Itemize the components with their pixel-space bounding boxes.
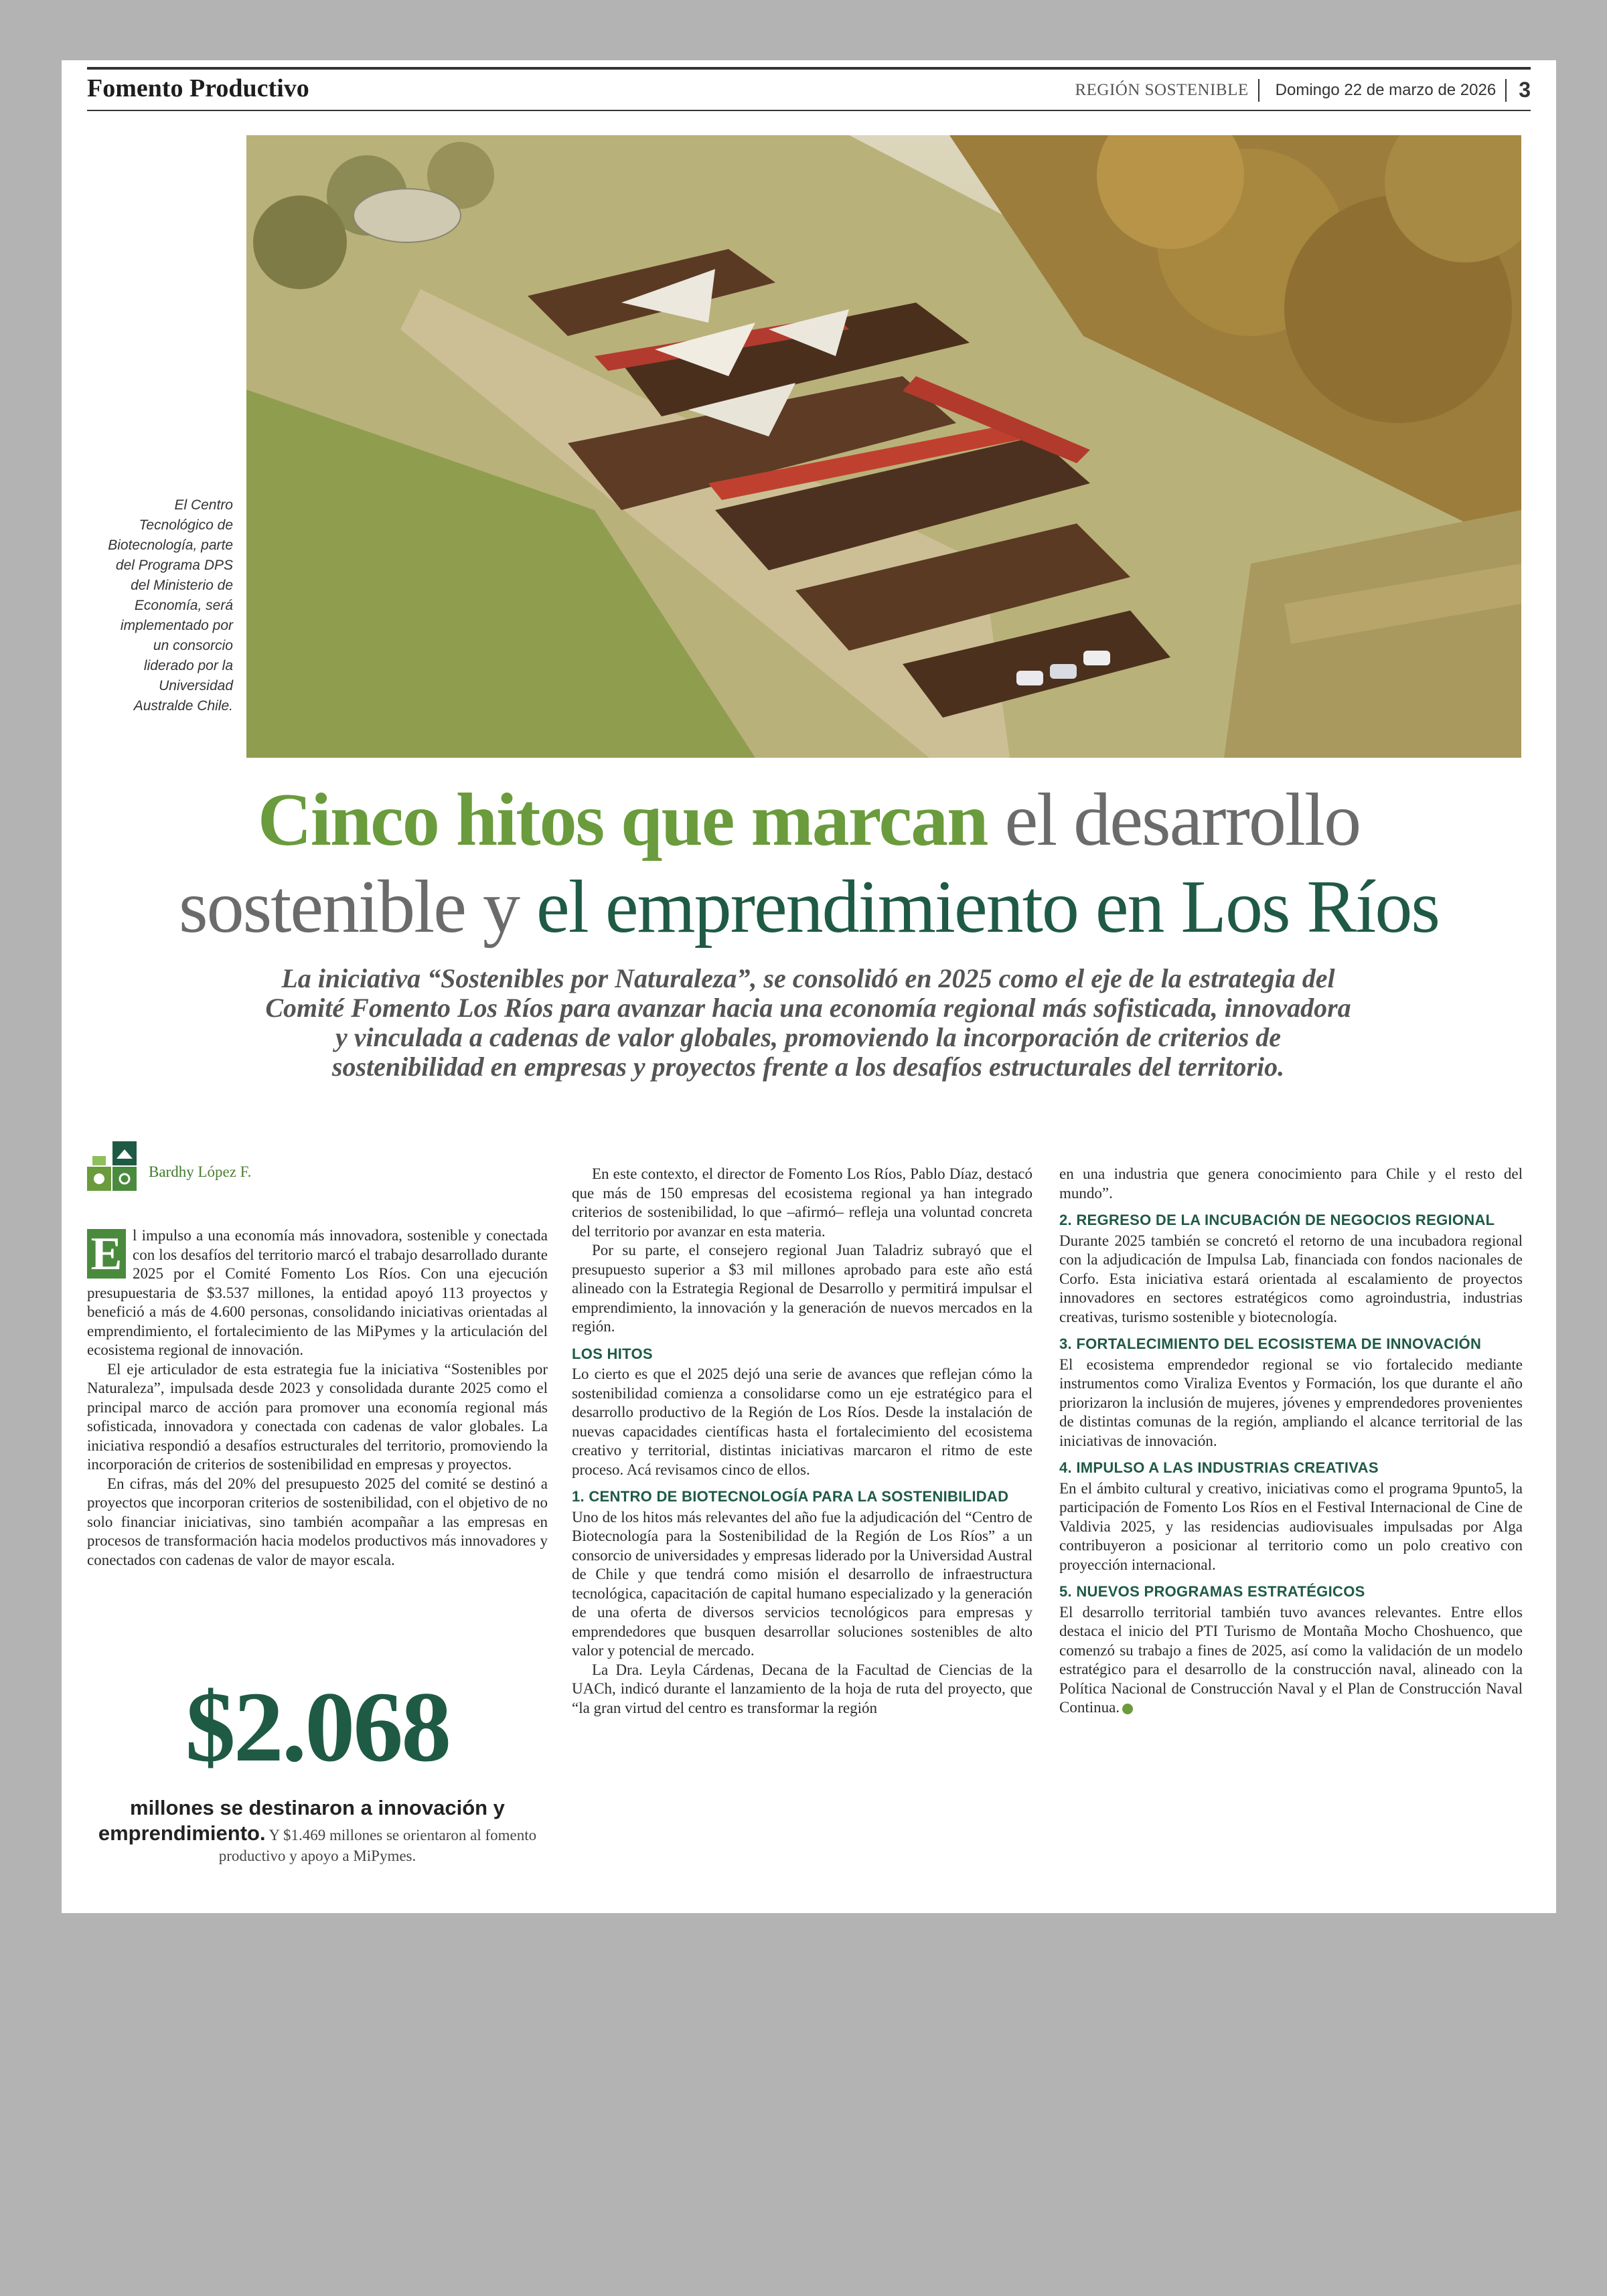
publication-date: Domingo 22 de marzo de 2026 [1275,80,1497,99]
body-paragraph: La Dra. Leyla Cárdenas, Decana de la Facultad de Ciencias de la UACh, indicó durante el lanzamiento de la hoja de ruta del proyecto, que “la gran virtud del centro es transformar la región [572,1661,1032,1716]
body-paragraph: Uno de los hitos más relevantes del año fue la adjudicación del “Centro de Biotecnología para la Sostenibilidad de la Región de Los Ríos” a un consorcio de universidades y empresas liderado por la Universidad Austral de Chile y que tendrá como misión el desarrollo de infraestructura tecnológica, capacitación de capital humano especializado y la generación de una oferta de diversos servicios tecnológicos para empresas y emprendedores que busquen desarrollar soluciones sostenibles de alto valor y potencial de mercado. [572,1508,1032,1659]
body-paragraph: El eje articulador de esta estrategia fue la iniciativa “Sostenibles por Naturaleza”, impulsada desde 2023 y consolidada durante 2025 como el principal marco de acción para promover una economía regional más sofisticada, innovadora y conectada con cadenas de valor globales. La iniciativa respondió a desafíos estructurales del territorio, promoviendo la incorporación de criterios de sostenibilidad en empresas y proyectos. [87,1360,548,1473]
section-heading: 5. NUEVOS PROGRAMAS ESTRATÉGICOS [1059,1583,1365,1600]
section-heading: 4. IMPULSO A LAS INDUSTRIAS CREATIVAS [1059,1459,1379,1476]
dropcap: E [87,1229,126,1279]
header-separator [1258,79,1259,102]
section-heading: 2. REGRESO DE LA INCUBACIÓN DE NEGOCIOS REGIONAL [1059,1212,1495,1228]
page-number: 3 [1519,78,1531,102]
aerial-render-illustration [246,135,1521,758]
headline-grey-part-2: sostenible y [179,866,519,949]
body-paragraph [1059,1603,1523,1718]
section-heading: LOS HITOS [572,1345,653,1362]
section-name: Fomento Productivo [87,74,309,102]
highlight-number: $2.068 [185,1671,450,1783]
article-column-3 [1059,1165,1523,1718]
body-paragraph-text: El desarrollo territorial también tuvo avances relevantes. Entre ellos destaca el inicio del PTI Turismo de Montaña Mocho Choshuenco, que comenzó su trabajo a fines de 2025, así como la validación de un modelo estratégico para el desarrollo de la construcción naval, alineado con la Política Nacional de Construcción Naval y el Plan de Construcción Naval Continua. [1059,1603,1523,1716]
photo-caption: El Centro Tecnológico de Biotecnología, parte del Programa DPS del Ministerio de Economía, será implementado por un consorcio liderado por la Universidad Australde Chile. [108,497,233,714]
header-meta [1075,78,1531,102]
body-paragraph: en una industria que genera conocimiento para Chile y el resto del mundo”. [1059,1165,1523,1202]
highlight-subtitle-rest: Y $1.469 millones se orientaron al fomento productivo y apoyo a MiPymes. [218,1827,537,1864]
highlight-subtitle [87,1795,548,1866]
headline [62,776,1556,951]
section-heading: 3. FORTALECIMIENTO DEL ECOSISTEMA DE INNOVACIÓN [1059,1335,1482,1352]
header-separator [1505,79,1507,102]
lede-paragraph: La iniciativa “Sostenibles por Naturaleza”, se consolidó en 2025 como el eje de la estrategia del Comité Fomento Los Ríos para avanzar hacia una economía regional más sofisticada, innovadora y vinculada a cadenas de valor globales, promoviendo la incorporación de criterios de sostenibilidad en empresas y proyectos frente a los desafíos estructurales del territorio. [265,963,1351,1082]
headline-green-part: Cinco hitos que marcan [257,778,988,862]
body-paragraph: En cifras, más del 20% del presupuesto 2025 del comité se destinó a proyectos que incorporan criterios de sostenibilidad, con el objetivo de no solo financiar iniciativas, sino también acompañar a las empresas en procesos de transformación hacia modelos productivos más innovadores y conectados con cadenas de valor de mayor escala. [87,1475,548,1568]
body-paragraph: En este contexto, el director de Fomento Los Ríos, Pablo Díaz, destacó que más de 150 empresas del ecosistema regional ya han integrado criterios de sostenibilidad, lo que –afirmó– refleja una voluntad concreta del territorio por avanzar en esta materia. [572,1165,1032,1240]
highlight-subtitle-bold: millones se destinaron a innovación y emprendimiento. [98,1796,505,1845]
body-paragraph: En el ámbito cultural y creativo, iniciativas como el programa 9punto5, la participación de Fomento Los Ríos en el Festival Internacional de Cine de Valdivia 2025, y las residencias audiovisuales impulsadas por Alga contribuyeron a posicionar al territorio como un polo creativo con proyección internacional. [1059,1479,1523,1573]
header-bottom-rule [87,110,1531,111]
article-column-2 [572,1165,1032,1718]
publication-name: REGIÓN SOSTENIBLE [1075,80,1249,99]
header-top-rule [87,67,1531,70]
headline-grey-part-1: el desarrollo [1004,778,1361,862]
newspaper-page [62,60,1556,1913]
author-last-name: López F. [198,1163,252,1180]
aerial-photo [246,135,1521,758]
section-heading: 1. CENTRO DE BIOTECNOLOGÍA PARA LA SOSTENIBILIDAD [572,1488,1009,1505]
headline-teal-part: el emprendimiento en Los Ríos [536,866,1439,949]
author-first-name: Bardhy [149,1163,194,1180]
body-paragraph: El ecosistema emprendedor regional se vio fortalecido mediante instrumentos como Viraliza Eventos y Formación, los que durante el año priorizaron la inclusión de mujeres, jóvenes y emprendedores provenientes de distintas comunas de la región, ampliando el alcance territorial de las iniciativas de innovación. [1059,1356,1523,1449]
body-paragraph: Lo cierto es que el 2025 dejó una serie de avances que reflejan cómo la sostenibilidad comienza a consolidarse como un eje estratégico para el desarrollo productivo de la Región de Los Ríos. Desde la instalación de nuevas capacidades científicas hasta el fortalecimiento del ecosistema creativo y territorial, distintas iniciativas marcaron el ritmo de este proceso. Acá revisamos cinco de ellos. [572,1366,1032,1478]
end-of-article-dot-icon [1122,1704,1133,1714]
body-paragraph: Por su parte, el consejero regional Juan Taladriz subrayó que el presupuesto superior a $3 mil millones aprobado para este año está alineado con la Estrategia Regional de Desarrollo y permitirá impulsar el emprendimiento, la innovación y la generación de nuevos mercados en la región. [572,1242,1032,1335]
body-paragraph: Durante 2025 también se concretó el retorno de una incubadora regional con la adjudicación de Impulsa Lab, financiada con fondos nacionales de Corfo. Esta iniciativa estará orientada al escalamiento de proyectos innovadores en sectores estratégicos como agroindustria, industrias creativas, turismo sostenible y biotecnología. [1059,1232,1523,1325]
body-paragraph-text: l impulso a una economía más innovadora, sostenible y conectada con los desafíos del territorio marcó el trabajo desarrollado durante 2025 por el Comité Fomento Los Ríos. Con una ejecución presupuestaria de $3.537 millones, la entidad apoyó 113 proyectos y benefició a más de 4.600 personas, consolidando iniciativas orientadas al emprendimiento, el fortalecimiento de las MiPymes y la articulación del ecosistema regional de innovación. [87,1227,548,1358]
body-paragraph [87,1226,548,1360]
article-column-1 [87,1165,548,1570]
